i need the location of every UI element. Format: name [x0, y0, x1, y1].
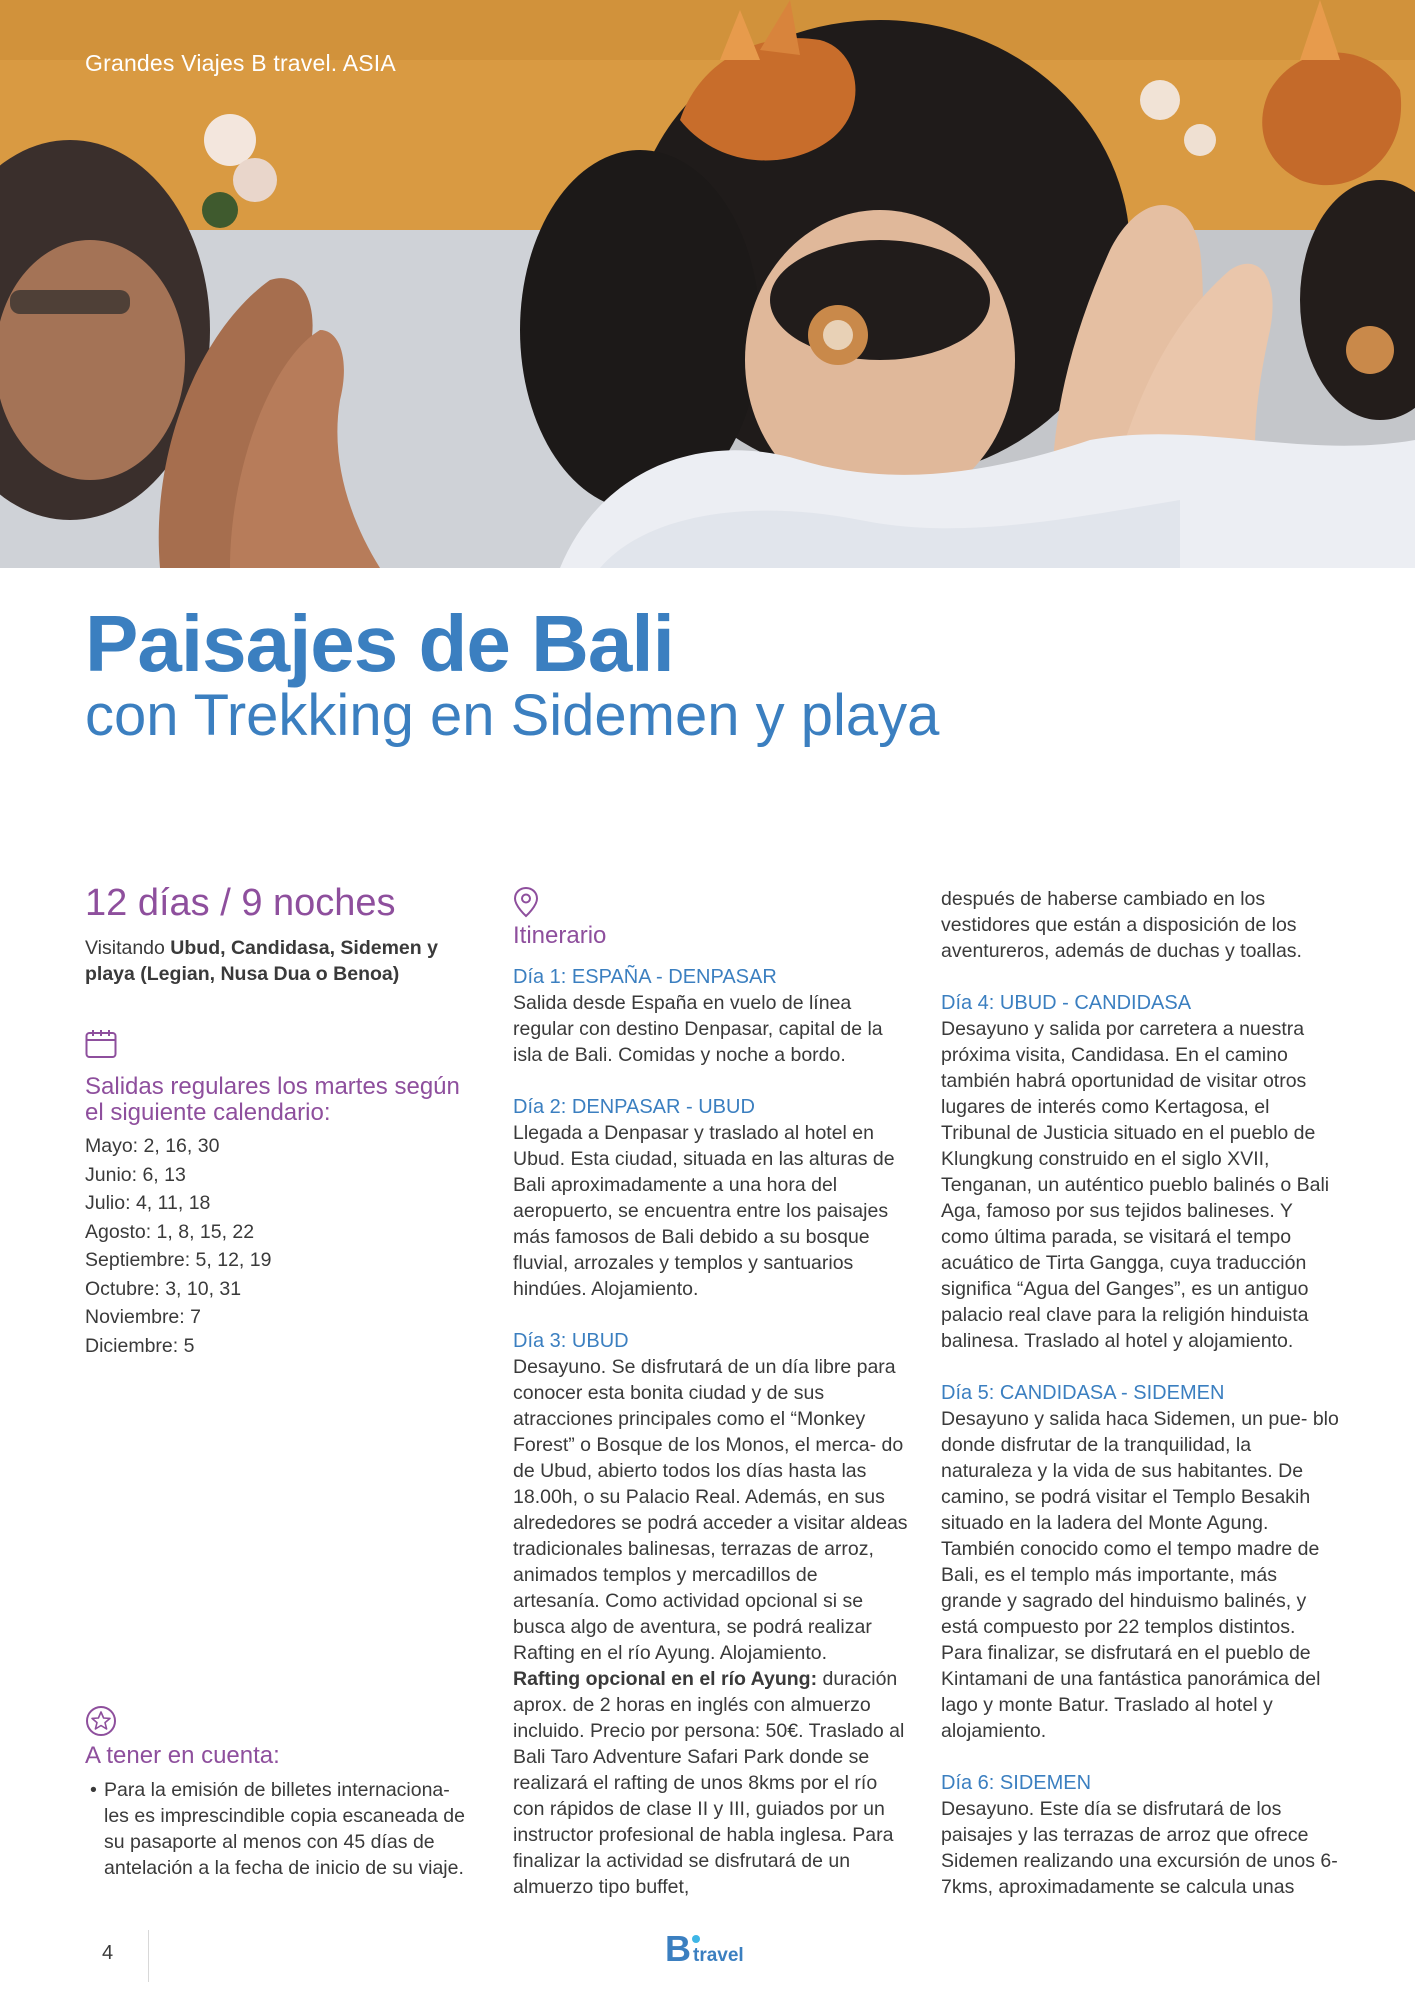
btravel-logo — [665, 1928, 755, 1972]
visiting-prefix: Visitando — [85, 937, 171, 959]
page-number: 4 — [102, 1942, 114, 1964]
hero-illustration — [0, 0, 1415, 568]
day-title: Día 6: SIDEMEN — [941, 1772, 1092, 1794]
logo-letter: B — [665, 1928, 691, 1969]
rafting-option-text: duración aprox. de 2 horas en inglés con almuerzo incluido. Precio por persona: 50€. Traslado al Bali Taro Adventure Safari Park donde se realizará el rafting de unos 8kms por el río con rápidos de clase II y III, guiados por un instructor profesional de habla inglesa. Para finalizar la actividad se disfrutará de un almuerzo tipo buffet, — [513, 1668, 905, 1898]
footer-divider — [148, 1930, 149, 1982]
rafting-option-title: Rafting opcional en el río Ayung: — [513, 1668, 818, 1690]
departure-item: Octubre: 3, 10, 31 — [85, 1277, 242, 1300]
day-title: Día 1: ESPAÑA - DENPASAR — [513, 966, 777, 988]
itinerary-column-middle — [513, 964, 909, 1926]
day-title: Día 2: DENPASAR - UBUD — [513, 1096, 755, 1118]
page-title: Paisajes de Bali — [85, 599, 674, 688]
trip-summary-column — [85, 882, 485, 1357]
logo-dot — [692, 1935, 700, 1943]
day-description: Llegada a Denpasar y traslado al hotel en Ubud. Esta ciudad, situada en las alturas de Bali aproximadamente a una hora del aeropuerto, se encuentra entre los paisajes más famosos de Bali debido a su bosque fluvial, arrozales y templos y santuarios hindúes. Alojamiento. — [513, 1122, 895, 1300]
departure-item: Diciembre: 5 — [85, 1334, 195, 1357]
departures-list — [85, 1132, 271, 1360]
day-title: Día 3: UBUD — [513, 1330, 629, 1352]
itinerary-day — [941, 990, 1341, 1354]
day-description: Desayuno y salida haca Sidemen, un pue- blo donde disfrutar de la tranquilidad, la naturaleza y la vida de sus habitantes. De camino, se podrá visitar el Templo Besakih situado en la ladera del Monte Agung. También conocido como el tempo madre de Bali, es el templo más importante, más grande y sagrado del hinduismo balinés, y está compuesto por 22 templos distintos. Para finalizar, se disfrutará en el pueblo de Kintamani de una fantástica panorámica del lago y monte Batur. Traslado al hotel y alojamiento. — [941, 1408, 1339, 1742]
day-continuation: después de haberse cambiado en los vestidores que están a disposición de los aventureros, además de duchas y toallas. — [941, 888, 1302, 962]
itinerary-day — [513, 964, 909, 1068]
departure-item: Mayo: 2, 16, 30 — [85, 1135, 220, 1157]
itinerary-day-continuation — [941, 886, 1341, 964]
location-pin-icon — [513, 886, 539, 918]
departures-heading: Salidas regulares los martes según el siguiente calendario: — [85, 1073, 460, 1126]
calendar-icon — [85, 1029, 117, 1059]
departure-item: Julio: 4, 11, 18 — [85, 1192, 211, 1214]
visiting-places-bold: Ubud, Candidasa, Sidemen y playa (Legian, Nusa Dua o Benoa) — [85, 937, 438, 985]
itinerary-day — [941, 1770, 1341, 1900]
itinerary-heading: Itinerario — [513, 922, 607, 949]
day-description: Desayuno. Este día se disfrutará de los paisajes y las terrazas de arroz que ofrece Sidemen realizando una excursión de unos 6-7kms, aproximadamente se calcula unas — [941, 1798, 1338, 1898]
page-header-text: Grandes Viajes B travel. ASIA — [85, 50, 396, 76]
departure-item: Junio: 6, 13 — [85, 1163, 186, 1186]
star-icon — [85, 1705, 117, 1737]
departure-item: Noviembre: 7 — [85, 1306, 201, 1328]
visiting-places — [85, 935, 485, 987]
notes-heading: A tener en cuenta: — [85, 1742, 280, 1769]
rafting-option — [513, 1666, 909, 1900]
page-subtitle: con Trekking en Sidemen y playa — [85, 683, 940, 748]
itinerary-day — [513, 1094, 909, 1302]
itinerary-day — [513, 1328, 909, 1900]
logo-word: travel — [693, 1945, 744, 1966]
day-title: Día 4: UBUD - CANDIDASA — [941, 992, 1192, 1014]
day-title: Día 5: CANDIDASA - SIDEMEN — [941, 1382, 1225, 1404]
trip-duration: 12 días / 9 noches — [85, 882, 396, 924]
departure-item: Septiembre: 5, 12, 19 — [85, 1249, 272, 1271]
note-item: • Para la emisión de billetes internaciona- les es imprescindible copia escaneada de su pasaporte al menos con 45 días de antelación a la fecha de inicio de su viaje. — [92, 1777, 477, 1881]
notes-list — [92, 1777, 477, 1881]
departure-item: Agosto: 1, 8, 15, 22 — [85, 1220, 255, 1243]
day-description: Desayuno. Se disfrutará de un día libre para conocer esta bonita ciudad y de sus atracciones principales como el “Monkey Forest” o Bosque de los Monos, el merca- do de Ubud, abierto todos los días hasta las 18.00h, o su Palacio Real. Además, en sus alrededores se podrá acceder a visitar aldeas tradicionales balinesas, terrazas de arroz, animados templos y mercadillos de artesanía. Como actividad opcional si se busca algo de aventura, se podrá realizar Rafting en el río Ayung. Alojamiento. — [513, 1356, 908, 1664]
itinerary-day — [941, 1380, 1341, 1744]
hero-photo — [0, 0, 1415, 568]
itinerary-column-right — [941, 886, 1341, 1926]
day-description: Salida desde España en vuelo de línea regular con destino Denpasar, capital de la isla de Bali. Comidas y noche a bordo. — [513, 992, 883, 1066]
day-description: Desayuno y salida por carretera a nuestra próxima visita, Candidasa. En el camino también habrá oportunidad de visitar otros lugares de interés como Kertagosa, el Tribunal de Justicia situado en el pueblo de Klungkung construido en el siglo XVII, Tenganan, un auténtico pueblo balinés o Bali Aga, famoso por sus tejidos balineses. Y como última parada, se visitará el tempo acuático de Tirta Gangga, cuya traducción significa “Agua del Ganges”, es un antiguo palacio real clave para la religión hinduista balinesa. Traslado al hotel y alojamiento. — [941, 1018, 1330, 1352]
